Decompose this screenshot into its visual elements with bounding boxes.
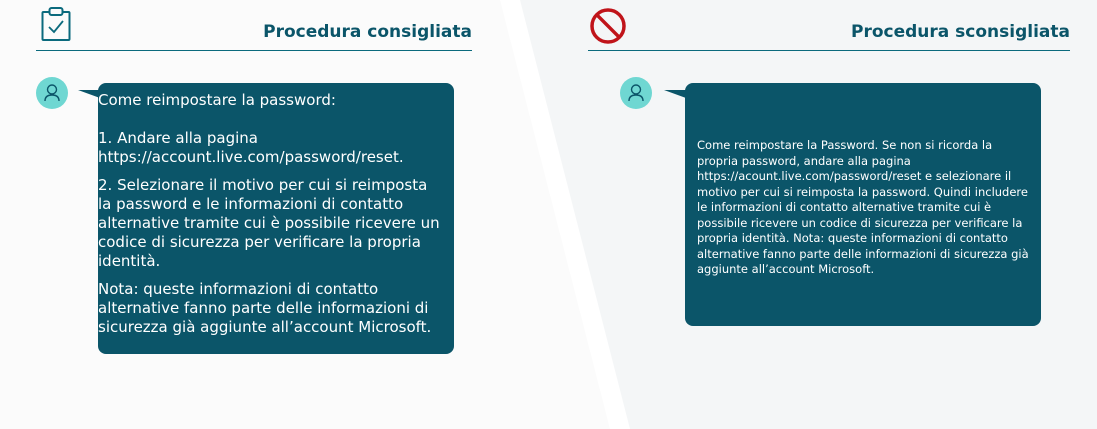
not-recommended-title: Procedura sconsigliata: [851, 22, 1070, 42]
message-note: Nota: queste informazioni di contatto alternative fanno parte delle informazioni di sicurezza già aggiunte all’account Microsoft.: [98, 280, 432, 336]
not-recommended-panel: [560, 0, 1097, 429]
recommended-panel: [0, 0, 520, 429]
user-icon: [620, 77, 652, 109]
recommended-message-bubble: [98, 83, 454, 354]
prohibited-icon: [588, 6, 628, 50]
user-icon: [36, 77, 68, 109]
message-body: Come reimpostare la Password. Se non si ricorda la propria password, andare alla pagina https://acount.live.com/password/reset e selezionare il motivo per cui si reimposta la password. Quindi includere le informazioni di contatto alternative tramite cui è possibile ricevere un codice di sicurezza per verificare la propria identità. Nota: queste informazioni di contatto alternative fanno parte delle informazioni di sicurezza già aggiunte all’account Microsoft.: [697, 138, 1029, 276]
clipboard-check-icon: [40, 6, 72, 46]
message-step-2: 2. Selezionare il motivo per cui si reimposta la password e le informazioni di contatto alternative tramite cui è possibile ricevere un codice di sicurezza per verificare la propria identità.: [98, 176, 440, 270]
message-title: Come reimpostare la password:: [98, 91, 336, 109]
message-step-1: 1. Andare alla pagina https://account.live.com/password/reset.: [98, 129, 404, 166]
bubble-tail: [664, 90, 686, 98]
not-recommended-message-bubble: [685, 83, 1041, 326]
recommended-title: Procedura consigliata: [263, 22, 472, 42]
header-divider: [588, 50, 1070, 51]
bubble-tail: [78, 90, 100, 98]
header-divider: [36, 50, 472, 51]
